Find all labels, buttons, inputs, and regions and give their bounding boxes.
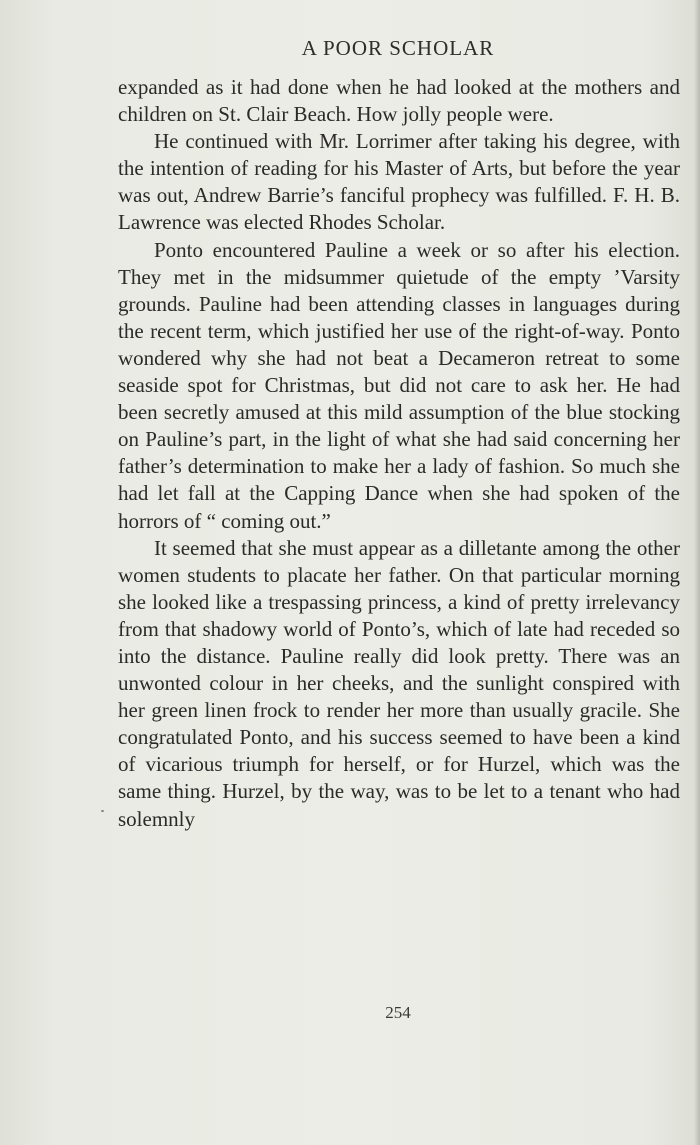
- paragraph: He continued with Mr. Lorrimer after taking his degree, with the intention of reading for his Master of Arts, but before the year was out, Andrew Barrie’s fanciful prophecy was fulfilled. F. H. B. Lawrence was elected Rhodes Scholar.: [118, 129, 680, 235]
- running-title: A POOR SCHOLAR: [301, 36, 495, 60]
- paragraph-continued: expanded as it had done when he had looked at the mothers and children on St. Clair Beach. How jolly people were.: [118, 75, 680, 127]
- paragraph: Ponto encountered Pauline a week or so after his election. They met in the midsummer quietude of the empty ’Varsity grounds. Pauline had been attending classes in languages during the recent term, which justified her use of the right-of-way. Ponto wondered why she had not beat a Decameron retreat to some seaside spot for Christmas, but did not care to ask her. He had been secretly amused at this mild assumption of the blue stocking on Pauline’s part, in the light of what she had said concerning her father’s determination to make her a lady of fashion. So much she had let fall at the Capping Dance when she had spoken of the horrors of “ coming out.”: [118, 237, 680, 533]
- page-edge-shadow: [694, 0, 700, 1145]
- page-body: [118, 74, 680, 833]
- paragraph: It seemed that she must appear as a dilletante among the other women students to placate her father. On that particular morning she looked like a trespassing princess, a kind of pretty irrelevancy from that shadowy world of Ponto’s, which of late had receded so into the distance. Pauline really did look pretty. There was an unwonted colour in her cheeks, and the sunlight conspired with her green linen frock to render her more than usually gracile. She congratulated Ponto, and his success seemed to have been a kind of vicarious triumph for herself, or for Hurzel, which was the same thing. Hurzel, by the way, was to be let to a tenant who had solemnly: [118, 535, 680, 831]
- page-number: 254: [385, 1003, 411, 1022]
- print-speck: [101, 810, 104, 812]
